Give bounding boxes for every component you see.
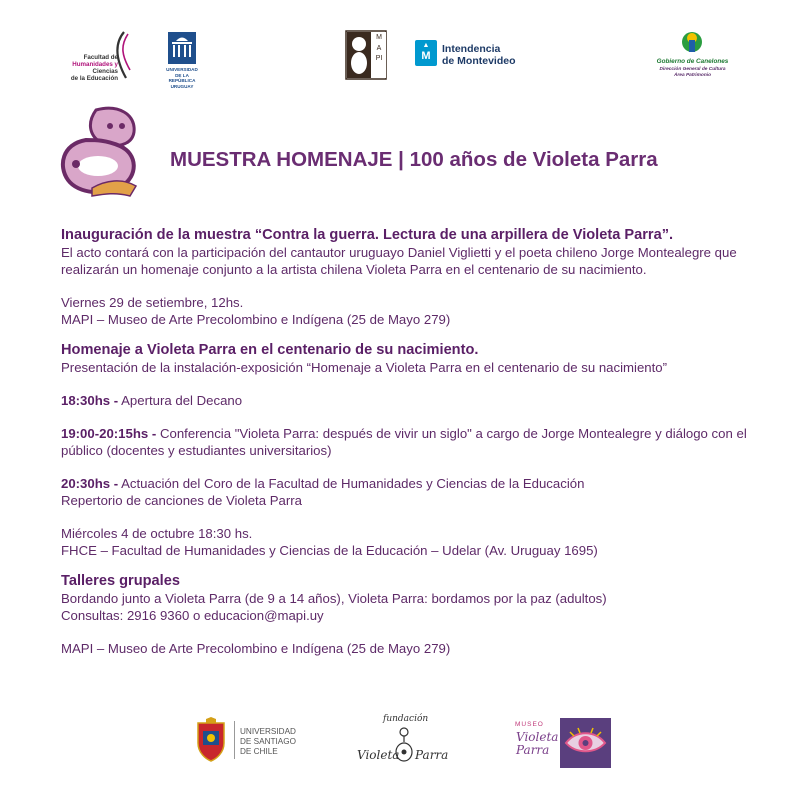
event-content	[61, 226, 751, 657]
section2-venue: FHCE – Facultad de Humanidades y Ciencias de la Educación – Udelar (Av. Uruguay 1695)	[61, 543, 598, 558]
usach-line3: DE CHILE	[240, 746, 278, 756]
usach-logo	[194, 717, 294, 767]
schedule-time: 19:00-20:15hs -	[61, 426, 157, 441]
schedule-time: 18:30hs -	[61, 393, 119, 408]
canelones-logo	[650, 30, 735, 85]
fhce-line1: Facultad de	[83, 54, 118, 61]
usach-line1: UNIVERSIDAD	[240, 727, 296, 736]
canelones-line2: Dirección General de Cultura	[659, 67, 726, 72]
fundacion-violeta-parra-logo	[355, 712, 455, 774]
section3-description: Bordando junto a Violeta Parra (de 9 a 14 años), Violeta Parra: bordamos por la paz (adultos)	[61, 591, 607, 606]
fundacion-line1: fundación	[383, 714, 429, 724]
intendencia-line1: Intendencia	[442, 43, 501, 55]
page-title: MUESTRA HOMENAJE | 100 años de Violeta Parra	[170, 148, 658, 171]
fhce-line4: de la Educación	[70, 75, 118, 83]
violeta-illustration-icon	[56, 104, 146, 204]
schedule-item	[61, 425, 751, 459]
fhce-logo	[70, 30, 132, 85]
section1-heading: Inauguración de la muestra “Contra la guerra. Lectura de una arpillera de Violeta Parra”.	[61, 227, 674, 243]
schedule-text: Actuación del Coro de la Facultad de Humanidades y Ciencias de la Educación	[118, 476, 585, 491]
fundacion-line2: Violeta	[357, 748, 400, 762]
eye-emblem-icon	[560, 718, 611, 768]
section2-repertoire: Repertorio de canciones de Violeta Parra	[61, 493, 302, 508]
section1-venue: MAPI – Museo de Arte Precolombino e Indígena (25 de Mayo 279)	[61, 312, 451, 327]
section3-venue: MAPI – Museo de Arte Precolombino e Indígena (25 de Mayo 279)	[61, 641, 451, 656]
schedule-time: 20:30hs -	[61, 476, 119, 491]
fundacion-line3: Parra	[415, 748, 449, 762]
schedule-item	[61, 392, 751, 409]
intendencia-logo	[415, 40, 525, 70]
udelar-building-icon	[162, 30, 202, 66]
section1-description: El acto contará con la participación del cantautor uruguayo Daniel Viglietti y el poeta chileno Jorge Montealegre que realizarán un homenaje conjunto a la artista chilena Violeta Parra en el centenario de su nacimiento.	[61, 245, 737, 277]
section3-contact: Consultas: 2916 9360 o educacion@mapi.uy	[61, 608, 324, 623]
section2-description: Presentación de la instalación-exposición “Homenaje a Violeta Parra en el centenario de su nacimiento”	[61, 360, 668, 375]
section1-date: Viernes 29 de setiembre, 12hs.	[61, 295, 244, 310]
museo-line1: MUSEO	[515, 721, 544, 728]
mapi-letters: MAPI	[375, 34, 383, 62]
udelar-line3: URUGUAY	[170, 83, 194, 89]
fhce-line2: Humanidades y	[72, 61, 118, 69]
intendencia-mark-icon: ▲ M	[415, 40, 437, 66]
udelar-line2: DE LA REPÚBLICA	[168, 72, 196, 83]
mapi-logo	[345, 30, 387, 80]
section2-date: Miércoles 4 de octubre 18:30 hs.	[61, 526, 253, 541]
udelar-logo	[162, 30, 202, 89]
canelones-line1: Gobierno de Canelones	[656, 58, 729, 65]
schedule-text: Apertura del Decano	[118, 393, 243, 408]
museo-line3: Parra	[516, 742, 550, 757]
section3-heading: Talleres grupales	[61, 573, 180, 589]
canelones-line3: Área Patrimonio	[673, 72, 712, 78]
schedule-item	[61, 475, 751, 492]
museo-violeta-parra-logo	[513, 718, 613, 770]
usach-shield-icon	[194, 717, 228, 763]
section2-heading: Homenaje a Violeta Parra en el centenario de su nacimiento.	[61, 342, 479, 358]
usach-line2: DE SANTIAGO	[240, 736, 296, 746]
fhce-line3: Ciencias	[92, 68, 118, 76]
museo-line2: Violeta	[516, 730, 559, 744]
schedule-text: Conferencia "Violeta Parra: después de vivir un siglo" a cargo de Jorge Montealegre y diálogo con el público (docentes y estudiantes universitarios)	[61, 426, 747, 458]
intendencia-line2: de Montevideo	[442, 54, 516, 67]
canelones-emblem-icon	[650, 30, 735, 58]
udelar-line1: UNIVERSIDAD	[166, 67, 198, 72]
